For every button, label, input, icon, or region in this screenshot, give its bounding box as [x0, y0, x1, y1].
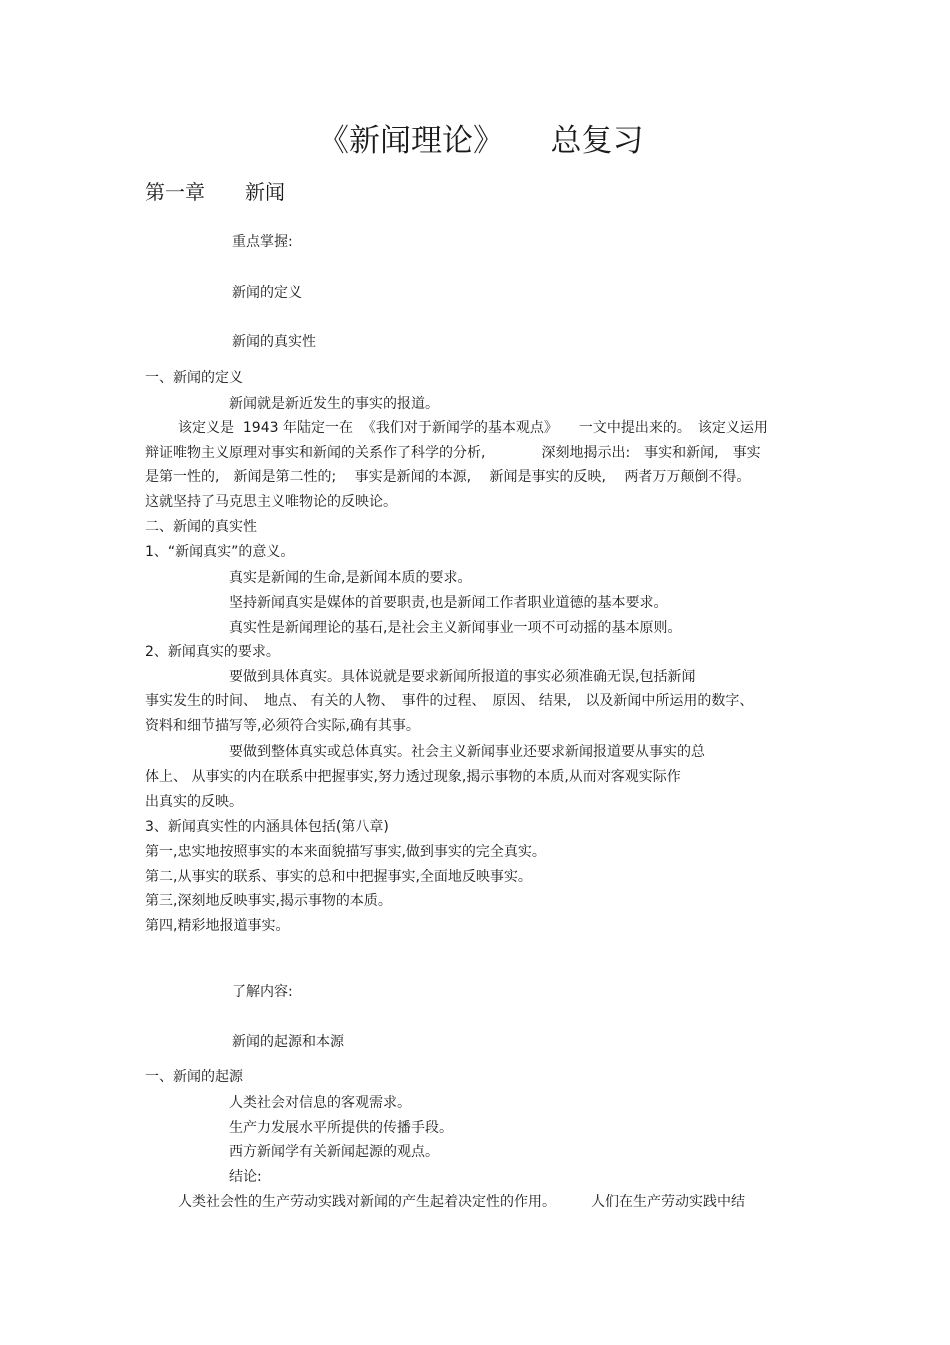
paragraph-line: 体上、 从事实的内在联系中把握事实,努力透过现象,揭示事物的本质,从而对客观实际作: [145, 769, 681, 785]
paragraph-line: 该定义是 1943 年陆定一在 《我们对于新闻学的基本观点》 一文中提出来的。 该定义运用: [178, 420, 768, 436]
list-item: 西方新闻学有关新闻起源的观点。: [229, 1144, 439, 1160]
understand-item: 新闻的起源和本源: [232, 1034, 344, 1050]
paragraph-line: 真实是新闻的生命,是新闻本质的要求。: [229, 570, 472, 586]
definition-text: 新闻就是新近发生的事实的报道。: [229, 396, 439, 412]
section-heading: 二、新闻的真实性: [145, 519, 257, 535]
document-title: 《新闻理论》 总复习: [318, 123, 644, 159]
list-item: 第一,忠实地按照事实的本来面貌描写事实,做到事实的完全真实。: [145, 844, 546, 860]
understand-heading: 了解内容:: [232, 984, 293, 1000]
key-point-item: 新闻的定义: [232, 285, 302, 301]
paragraph-line: 坚持新闻真实是媒体的首要职责,也是新闻工作者职业道德的基本要求。: [229, 595, 668, 611]
subsection-heading: 1、“新闻真实”的意义。: [145, 544, 295, 560]
chapter-heading: 第一章 新闻: [145, 180, 285, 204]
paragraph-line: 资料和细节描写等,必须符合实际,确有其事。: [145, 718, 420, 734]
paragraph-line: 是第一性的, 新闻是第二性的; 事实是新闻的本源, 新闻是事实的反映, 两者万万颠倒不得。: [145, 469, 751, 485]
paragraph-line: 出真实的反映。: [145, 794, 243, 810]
paragraph-line: 要做到整体真实或总体真实。社会主义新闻事业还要求新闻报道要从事实的总: [229, 744, 705, 760]
key-points-heading: 重点掌握:: [232, 234, 293, 250]
conclusion-text: 人类社会性的生产劳动实践对新闻的产生起着决定性的作用。 人们在生产劳动实践中结: [178, 1194, 745, 1210]
list-item: 第二,从事实的联系、事实的总和中把握事实,全面地反映事实。: [145, 869, 532, 885]
paragraph-line: 要做到具体真实。具体说就是要求新闻所报道的事实必须准确无误,包括新闻: [229, 669, 696, 685]
list-item: 人类社会对信息的客观需求。: [229, 1095, 411, 1111]
paragraph-line: 辩证唯物主义原理对事实和新闻的关系作了科学的分析, 深刻地揭示出: 事实和新闻, 事实: [145, 445, 761, 461]
subsection-heading: 3、新闻真实性的内涵具体包括(第八章): [145, 819, 389, 835]
list-item: 第三,深刻地反映事实,揭示事物的本质。: [145, 893, 392, 909]
paragraph-line: 事实发生的时间、 地点、 有关的人物、 事件的过程、 原因、 结果, 以及新闻中所运用的数字、: [145, 693, 754, 709]
paragraph-line: 真实性是新闻理论的基石,是社会主义新闻事业一项不可动摇的基本原则。: [229, 620, 682, 636]
key-point-item: 新闻的真实性: [232, 334, 316, 350]
list-item: 第四,精彩地报道事实。: [145, 918, 290, 934]
conclusion-label: 结论:: [229, 1169, 262, 1185]
section-heading: 一、新闻的起源: [145, 1069, 243, 1085]
subsection-heading: 2、新闻真实的要求。: [145, 644, 280, 660]
list-item: 生产力发展水平所提供的传播手段。: [229, 1120, 453, 1136]
section-heading: 一、新闻的定义: [145, 370, 243, 386]
paragraph-line: 这就坚持了马克思主义唯物论的反映论。: [145, 494, 397, 510]
